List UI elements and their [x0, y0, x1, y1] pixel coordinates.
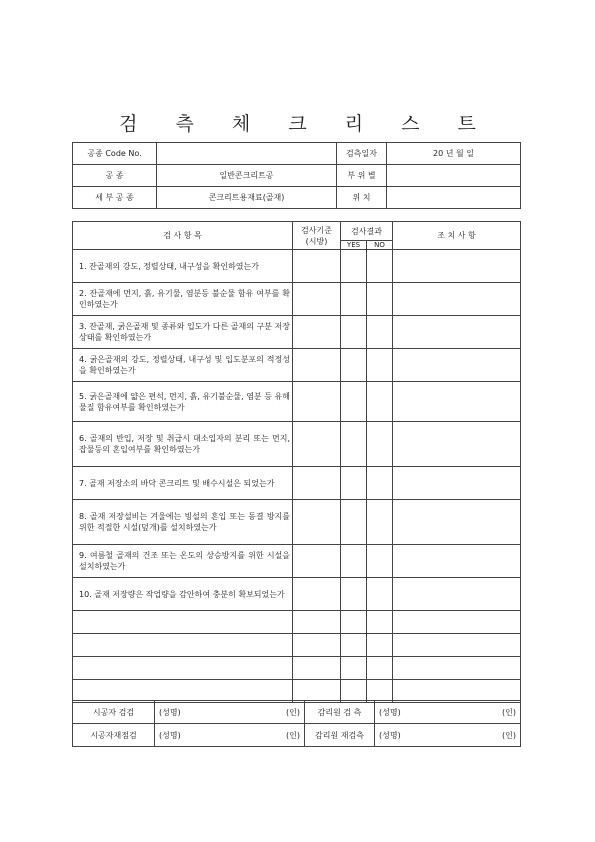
checklist-item-text: 8. 골재 저장설비는 겨울에는 빙설의 혼입 또는 동결 방지를 위한 적절한 시설(덮개)를 설치하였는가	[73, 500, 293, 545]
code-value[interactable]	[157, 143, 337, 165]
header-info-table	[72, 142, 521, 209]
yes-cell[interactable]	[341, 316, 367, 349]
criteria-cell[interactable]	[293, 316, 341, 349]
criteria-cell[interactable]	[293, 349, 341, 382]
no-cell[interactable]	[367, 250, 393, 283]
part-value[interactable]	[387, 165, 521, 187]
detail-value[interactable]: 콘크리트용재료(골재)	[157, 187, 337, 209]
table-row	[73, 578, 521, 611]
sig-supervisor-field[interactable]	[375, 701, 521, 724]
criteria-cell[interactable]	[293, 422, 341, 467]
date-value[interactable]: 20 년 월 일	[387, 143, 521, 165]
checklist-item-text: 4. 굵은골재의 강도, 정렬상태, 내구성 및 입도분포의 적정성을 확인하였는가	[73, 349, 293, 382]
criteria-cell[interactable]	[293, 611, 341, 634]
sig-material-label: 시공자재점검	[73, 724, 155, 747]
col-result-header: 검사결과	[341, 222, 393, 241]
criteria-cell[interactable]	[293, 545, 341, 578]
yes-cell[interactable]	[341, 634, 367, 657]
no-cell[interactable]	[367, 316, 393, 349]
action-cell[interactable]	[393, 467, 521, 500]
yes-cell[interactable]	[341, 422, 367, 467]
action-cell[interactable]	[393, 283, 521, 316]
no-cell[interactable]	[367, 382, 393, 422]
table-row	[73, 316, 521, 349]
item-cell[interactable]	[73, 657, 293, 680]
sig-supervisor-seal: (인)	[502, 707, 516, 717]
sig-material-field[interactable]	[155, 724, 305, 747]
col-action-header: 조 치 사 항	[393, 222, 521, 250]
action-cell[interactable]	[393, 611, 521, 634]
checklist-item-text: 9. 여름철 골재의 건조 또는 온도의 상승방지를 위한 시설을 설치하였는가	[73, 545, 293, 578]
table-row	[73, 349, 521, 382]
checklist-item-text: 6. 골재의 반입, 저장 및 취급시 대소입자의 분리 또는 먼지, 잡물등의 혼입여부를 확인하였는가	[73, 422, 293, 467]
criteria-cell[interactable]	[293, 382, 341, 422]
sig-recheck-field[interactable]	[375, 724, 521, 747]
part-label: 부 위 별	[337, 165, 387, 187]
no-cell[interactable]	[367, 657, 393, 680]
yes-cell[interactable]	[341, 657, 367, 680]
sig-contractor-name: (성명)	[159, 707, 181, 717]
criteria-cell[interactable]	[293, 657, 341, 680]
table-row	[73, 467, 521, 500]
location-value[interactable]	[387, 187, 521, 209]
checklist-items	[73, 250, 521, 703]
work-value[interactable]: 일반콘크리트공	[157, 165, 337, 187]
criteria-cell[interactable]	[293, 500, 341, 545]
work-label: 공 종	[73, 165, 157, 187]
no-cell[interactable]	[367, 611, 393, 634]
action-cell[interactable]	[393, 545, 521, 578]
col-criteria-header: 검사기준 (시방)	[293, 222, 341, 250]
criteria-cell[interactable]	[293, 283, 341, 316]
col-yes-header: YES	[341, 241, 367, 250]
sig-contractor-seal: (인)	[286, 707, 300, 717]
sig-recheck-seal: (인)	[502, 730, 516, 740]
sig-recheck-name: (성명)	[379, 730, 401, 740]
signature-table	[72, 700, 521, 747]
action-cell[interactable]	[393, 578, 521, 611]
col-no-header: NO	[367, 241, 393, 250]
sig-recheck-label: 감리원 재검측	[305, 724, 375, 747]
criteria-cell[interactable]	[293, 250, 341, 283]
table-row	[73, 422, 521, 467]
sig-contractor-label: 시공자 검검	[73, 701, 155, 724]
table-row	[73, 500, 521, 545]
table-row	[73, 545, 521, 578]
no-cell[interactable]	[367, 422, 393, 467]
col-items-header: 검 사 항 목	[73, 222, 293, 250]
action-cell[interactable]	[393, 349, 521, 382]
item-cell[interactable]	[73, 611, 293, 634]
action-cell[interactable]	[393, 316, 521, 349]
action-cell[interactable]	[393, 250, 521, 283]
yes-cell[interactable]	[341, 467, 367, 500]
no-cell[interactable]	[367, 578, 393, 611]
sig-supervisor-name: (성명)	[379, 707, 401, 717]
criteria-cell[interactable]	[293, 578, 341, 611]
yes-cell[interactable]	[341, 500, 367, 545]
checklist-item-text: 1. 잔골재의 강도, 정렬상태, 내구성을 확인하였는가	[73, 250, 293, 283]
date-label: 검측일자	[337, 143, 387, 165]
yes-cell[interactable]	[341, 283, 367, 316]
checklist-item-text: 5. 굵은골재에 얇은 편석, 먼지, 흙, 유기불순물, 염분 등 유해물질 함유여부를 확인하였는가	[73, 382, 293, 422]
checklist-item-text: 2. 잔골재에 먼지, 흙, 유기물, 염분등 불순물 함유 여부를 확인하였는가	[73, 283, 293, 316]
action-cell[interactable]	[393, 657, 521, 680]
action-cell[interactable]	[393, 634, 521, 657]
no-cell[interactable]	[367, 349, 393, 382]
criteria-cell[interactable]	[293, 467, 341, 500]
sig-contractor-field[interactable]	[155, 701, 305, 724]
yes-cell[interactable]	[341, 250, 367, 283]
sig-material-seal: (인)	[286, 730, 300, 740]
checklist-item-text: 10. 골재 저장량은 작업량을 감안하여 충분히 확보되었는가	[73, 578, 293, 611]
yes-cell[interactable]	[341, 349, 367, 382]
yes-cell[interactable]	[341, 382, 367, 422]
table-row-blank	[73, 657, 521, 680]
yes-cell[interactable]	[341, 611, 367, 634]
no-cell[interactable]	[367, 467, 393, 500]
page-title: 검 측 체 크 리 스 트	[119, 113, 492, 135]
no-cell[interactable]	[367, 545, 393, 578]
sig-material-name: (성명)	[159, 730, 181, 740]
action-cell[interactable]	[393, 422, 521, 467]
sig-supervisor-label: 감리원 검 측	[305, 701, 375, 724]
criteria-cell[interactable]	[293, 634, 341, 657]
checklist-item-text: 3. 잔골재, 굵은골재 및 종류와 입도가 다른 골재의 구분 저장상태를 확인하였는가	[73, 316, 293, 349]
code-label: 공종 Code No.	[73, 143, 157, 165]
no-cell[interactable]	[367, 500, 393, 545]
no-cell[interactable]	[367, 283, 393, 316]
yes-cell[interactable]	[341, 578, 367, 611]
item-cell[interactable]	[73, 634, 293, 657]
detail-label: 세 부 공 종	[73, 187, 157, 209]
table-row	[73, 382, 521, 422]
checklist-item-text: 7. 골재 저장소의 바닥 콘크리트 및 배수시설은 되었는가	[73, 467, 293, 500]
checklist-table	[72, 221, 521, 703]
table-row	[73, 283, 521, 316]
location-label: 위 치	[337, 187, 387, 209]
no-cell[interactable]	[367, 634, 393, 657]
table-row	[73, 250, 521, 283]
action-cell[interactable]	[393, 500, 521, 545]
table-row-blank	[73, 611, 521, 634]
action-cell[interactable]	[393, 382, 521, 422]
table-row-blank	[73, 634, 521, 657]
yes-cell[interactable]	[341, 545, 367, 578]
